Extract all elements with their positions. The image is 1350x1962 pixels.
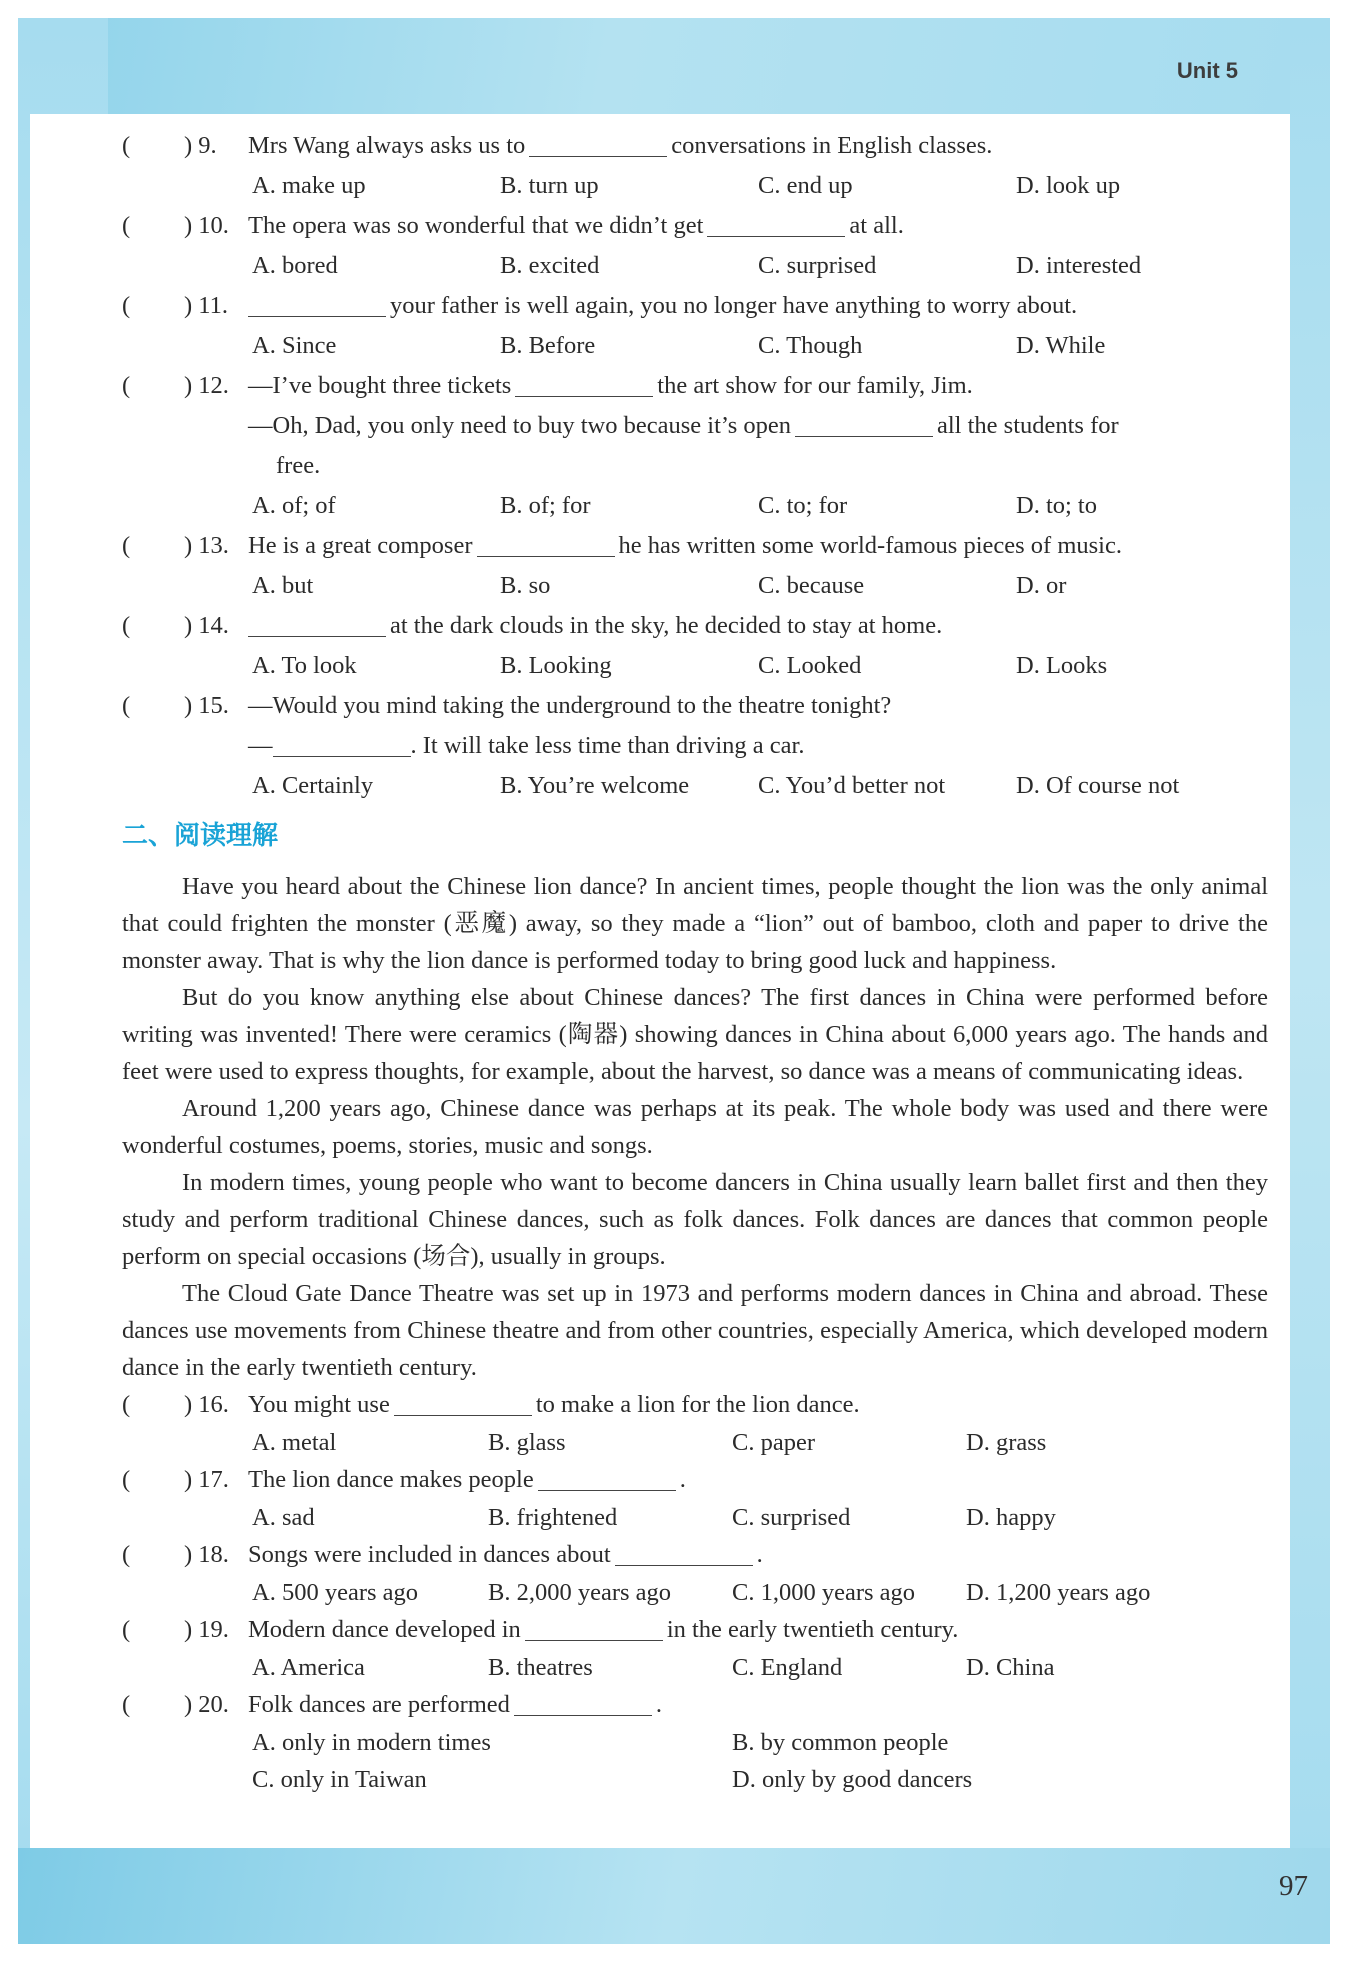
question-number: ) 18. [184, 1541, 229, 1568]
answer-blank [529, 130, 667, 157]
question-12-line-3 [122, 446, 1268, 486]
option-a: A. make up [252, 172, 366, 199]
options-row [122, 486, 1268, 526]
answer-blank [273, 730, 411, 757]
answer-paren: ( [122, 1466, 131, 1493]
options-row [122, 326, 1268, 366]
option-c: C. surprised [758, 252, 877, 279]
question-number: ) 12. [184, 372, 229, 399]
question-20 [122, 1686, 1268, 1724]
option-d: D. interested [1016, 252, 1142, 279]
passage-paragraph: Around 1,200 years ago, Chinese dance was perhaps at its peak. The whole body was used and there were wonderful costumes, poems, stories, music and songs. [122, 1095, 1268, 1159]
options-row [122, 1761, 1268, 1799]
reading-passage [122, 868, 1268, 1386]
question-text: — [248, 732, 273, 759]
option-c: C. Looked [758, 652, 862, 679]
options-row [122, 166, 1268, 206]
option-a: A. bored [252, 252, 338, 279]
option-a: A. only in modern times [252, 1728, 491, 1756]
question-text: Songs were included in dances about [248, 1541, 611, 1568]
question-text: —I’ve bought three tickets [248, 372, 512, 399]
option-b: B. 2,000 years ago [488, 1578, 672, 1606]
question-text-cont: . It will take less time than driving a car. [410, 732, 805, 759]
answer-blank [394, 1389, 532, 1416]
question-text-cont: conversations in English classes. [671, 132, 993, 159]
question-text-cont: . [655, 1691, 663, 1718]
options-row [122, 566, 1268, 606]
option-d: D. look up [1016, 172, 1121, 199]
option-c: C. end up [758, 172, 853, 199]
question-11 [122, 286, 1268, 326]
unit-label: Unit 5 [1176, 58, 1238, 83]
option-a: A. Certainly [252, 772, 374, 799]
option-a: A. Since [252, 332, 337, 359]
section-title: 二、阅读理解 [122, 821, 279, 851]
option-b: B. You’re welcome [500, 772, 690, 799]
option-d: D. to; to [1016, 492, 1097, 519]
question-number: ) 20. [184, 1691, 229, 1718]
question-text: The lion dance makes people [248, 1466, 534, 1493]
question-text-cont: in the early twentieth century. [666, 1616, 959, 1643]
option-c: C. Though [758, 332, 863, 359]
passage-paragraph: In modern times, young people who want to become dancers in China usually learn ballet first and then they study and perform traditional Chinese dances, such as folk dances. Folk dances are dances that common people perform on special occasions (场合), usually in groups. [122, 1169, 1268, 1270]
page-number: 97 [1279, 1870, 1308, 1902]
option-c: C. only in Taiwan [252, 1766, 427, 1793]
answer-blank [795, 410, 933, 437]
question-number: ) 19. [184, 1616, 229, 1643]
question-text: Folk dances are performed [248, 1691, 510, 1718]
answer-blank [477, 530, 615, 557]
options-row [122, 1724, 1268, 1762]
option-b: B. Looking [500, 652, 612, 679]
option-b: B. excited [500, 252, 600, 279]
option-a: A. America [252, 1653, 365, 1681]
question-18 [122, 1536, 1268, 1574]
question-text-cont: . [679, 1466, 686, 1493]
question-number: ) 9. [184, 132, 217, 159]
question-9 [122, 126, 1268, 166]
options-row [122, 1574, 1268, 1612]
answer-paren: ( [122, 532, 131, 559]
option-d: D. 1,200 years ago [966, 1578, 1151, 1606]
options-row [122, 1499, 1268, 1537]
answer-blank [707, 210, 845, 237]
question-12-line-2 [122, 406, 1268, 446]
passage-paragraph: Have you heard about the Chinese lion dance? In ancient times, people thought the lion was the only animal that could frighten the monster (恶魔) away, so they made a “lion” out of bamboo, cloth and paper to drive the monster away. That is why the lion dance is performed today to bring good luck and happiness. [122, 873, 1268, 974]
question-number: ) 16. [184, 1391, 229, 1418]
question-text: He is a great composer [248, 532, 473, 559]
answer-paren: ( [122, 612, 131, 639]
option-a: A. of; of [252, 492, 336, 519]
option-a: A. sad [252, 1503, 315, 1531]
question-text: Mrs Wang always asks us to [248, 132, 526, 159]
option-c: C. surprised [732, 1503, 851, 1531]
question-13 [122, 526, 1268, 566]
option-b: B. by common people [732, 1728, 949, 1756]
question-text: Modern dance developed in [248, 1616, 521, 1643]
right-decor-band [1290, 18, 1330, 1858]
answer-blank [515, 370, 653, 397]
answer-blank [248, 290, 386, 317]
answer-paren: ( [122, 292, 131, 319]
answer-paren: ( [122, 692, 131, 719]
answer-blank [538, 1464, 676, 1491]
option-a: A. metal [252, 1428, 337, 1456]
question-text-cont: all the students for [936, 412, 1119, 439]
question-number: ) 14. [184, 612, 229, 639]
answer-paren: ( [122, 132, 131, 159]
question-10 [122, 206, 1268, 246]
option-a: A. 500 years ago [252, 1578, 419, 1606]
option-d: D. only by good dancers [732, 1766, 973, 1793]
option-d: D. While [1016, 332, 1106, 359]
question-19 [122, 1611, 1268, 1649]
option-a: A. but [252, 572, 314, 599]
question-text-cont: at all. [849, 212, 904, 239]
question-text-cont: at the dark clouds in the sky, he decided to stay at home. [390, 612, 943, 639]
question-text-cont: he has written some world-famous pieces of music. [618, 532, 1122, 559]
answer-paren: ( [122, 1691, 131, 1718]
option-d: D. China [966, 1653, 1055, 1681]
option-b: B. frightened [488, 1503, 618, 1531]
question-text-cont: your father is well again, you no longer have anything to worry about. [390, 292, 1078, 319]
option-d: D. grass [966, 1428, 1047, 1456]
question-text-cont: . [756, 1541, 763, 1568]
answer-paren: ( [122, 1616, 131, 1643]
passage-paragraph: The Cloud Gate Dance Theatre was set up in 1973 and performs modern dances in China and abroad. These dances use movements from Chinese theatre and from other countries, especially America, which developed modern dance in the early twentieth century. [122, 1280, 1268, 1381]
option-d: D. Of course not [1016, 772, 1180, 799]
question-text-cont: the art show for our family, Jim. [657, 372, 973, 399]
question-16 [122, 1386, 1268, 1424]
question-number: ) 13. [184, 532, 229, 559]
option-b: B. of; for [500, 492, 591, 519]
question-number: ) 10. [184, 212, 229, 239]
option-b: B. turn up [500, 172, 599, 199]
answer-blank [525, 1614, 663, 1641]
options-row [122, 766, 1268, 806]
question-text-cont: free. [276, 452, 321, 479]
answer-blank [514, 1689, 652, 1716]
option-c: C. You’d better not [758, 772, 946, 799]
question-number: ) 15. [184, 692, 229, 719]
option-c: C. England [732, 1653, 843, 1681]
question-15-line-2 [122, 726, 1268, 766]
question-text: —Oh, Dad, you only need to buy two because it’s open [248, 412, 791, 439]
question-number: ) 11. [184, 292, 228, 319]
answer-paren: ( [122, 1391, 131, 1418]
answer-paren: ( [122, 1541, 131, 1568]
option-d: D. or [1016, 572, 1067, 599]
answer-paren: ( [122, 212, 131, 239]
bottom-decor-band [18, 1848, 1330, 1944]
question-text: —Would you mind taking the underground to the theatre tonight? [248, 692, 892, 719]
passage-paragraph: But do you know anything else about Chinese dances? The first dances in China were performed before writing was invented! There were ceramics (陶器) showing dances in China about 6,000 years ago. The hands and feet were used to express thoughts, for example, about the harvest, so dance was a means of communicating ideas. [122, 984, 1268, 1085]
page-content [122, 126, 1268, 1799]
option-b: B. Before [500, 332, 596, 359]
option-d: D. Looks [1016, 652, 1108, 679]
option-a: A. To look [252, 652, 357, 679]
answer-paren: ( [122, 372, 131, 399]
question-number: ) 17. [184, 1466, 229, 1493]
top-decor-band [18, 18, 1330, 114]
options-row [122, 246, 1268, 286]
options-row [122, 1649, 1268, 1687]
options-row [122, 1424, 1268, 1462]
option-c: C. paper [732, 1428, 815, 1456]
option-b: B. glass [488, 1428, 566, 1456]
option-c: C. 1,000 years ago [732, 1578, 916, 1606]
answer-blank [248, 610, 386, 637]
question-12 [122, 366, 1268, 406]
option-b: B. theatres [488, 1653, 593, 1681]
options-row [122, 646, 1268, 686]
question-15 [122, 686, 1268, 726]
option-b: B. so [500, 572, 551, 599]
option-d: D. happy [966, 1503, 1056, 1531]
answer-blank [615, 1539, 753, 1566]
question-17 [122, 1461, 1268, 1499]
question-text: The opera was so wonderful that we didn’t get [248, 212, 704, 239]
question-text: You might use [248, 1391, 390, 1418]
option-c: C. to; for [758, 492, 848, 519]
option-c: C. because [758, 572, 865, 599]
question-text-cont: to make a lion for the lion dance. [535, 1391, 860, 1418]
question-14 [122, 606, 1268, 646]
